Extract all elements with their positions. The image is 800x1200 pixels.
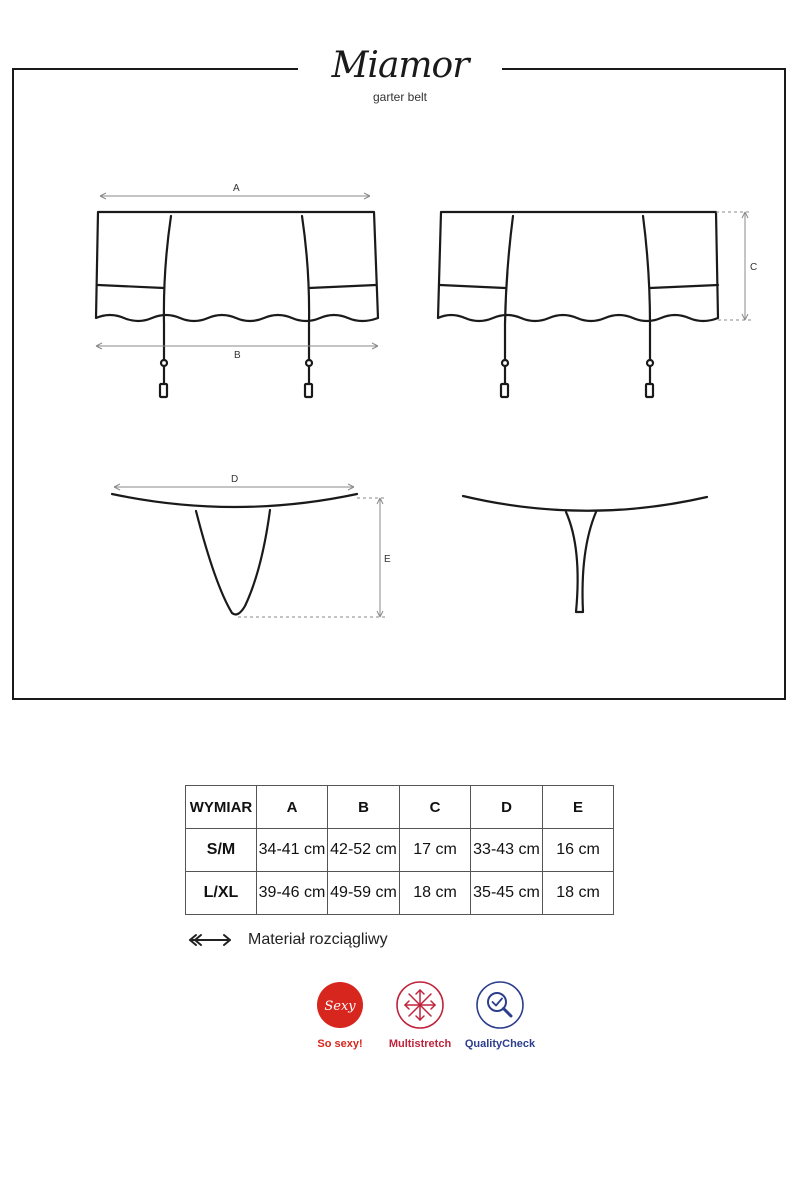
table-cell: 18 cm [543,872,614,915]
header-cell: B [328,786,400,829]
badge-multistretch [380,980,460,1050]
sexy-badge-text: Sexy [324,999,356,1014]
label-c: C [750,262,758,273]
multistretch-icon [395,980,445,1030]
front-panel-left [164,216,171,324]
sexy-badge-icon [315,980,365,1030]
back-thong-waist [463,496,707,511]
table-cell: 49-59 cm [328,872,400,915]
table-row [186,829,614,872]
table-row [186,872,614,915]
header-cell: E [543,786,614,829]
table-header-row [186,786,614,829]
feature-badges [300,980,540,1060]
label-e: E [384,554,391,565]
table-cell: 39-46 cm [257,872,328,915]
front-panel-right [302,216,309,324]
label-a: A [233,183,240,194]
header-cell: A [257,786,328,829]
front-hip-right [309,285,376,288]
badge-label: Multistretch [388,1038,452,1050]
label-d: D [231,474,239,485]
header-cell: D [471,786,543,829]
badge-label: So sexy! [317,1038,363,1050]
table-cell: 18 cm [400,872,471,915]
table-cell: 34-41 cm [257,829,328,872]
header-cell: C [400,786,471,829]
table-cell: 42-52 cm [328,829,400,872]
table-cell: 17 cm [400,829,471,872]
header-cell: WYMIAR [186,786,257,829]
size-table [185,785,614,915]
badge-sexy [300,980,380,1050]
back-panel-left [505,216,513,324]
badge-label: QualityCheck [464,1038,536,1050]
table-cell: 35-45 cm [471,872,543,915]
back-panel-right [643,216,650,324]
stretch-arrow-icon [186,933,234,947]
front-belt-outline [96,212,378,321]
badge-quality-check [460,980,540,1050]
front-hip-left [98,285,164,288]
table-cell: 16 cm [543,829,614,872]
brand-subtitle: garter belt [372,90,428,104]
quality-check-icon [475,980,525,1030]
stretch-note-text: Materiał rozciągliwy [248,931,388,948]
front-thong-pouch [196,510,270,614]
table-cell: 33-43 cm [471,829,543,872]
label-b: B [234,350,241,361]
brand-logo: Miamor [331,45,469,86]
back-thong-string [566,512,596,612]
size-label: S/M [186,829,257,872]
back-belt-outline [438,212,718,321]
front-thong-waist [112,494,357,507]
size-label: L/XL [186,872,257,915]
stretch-note [186,928,388,952]
